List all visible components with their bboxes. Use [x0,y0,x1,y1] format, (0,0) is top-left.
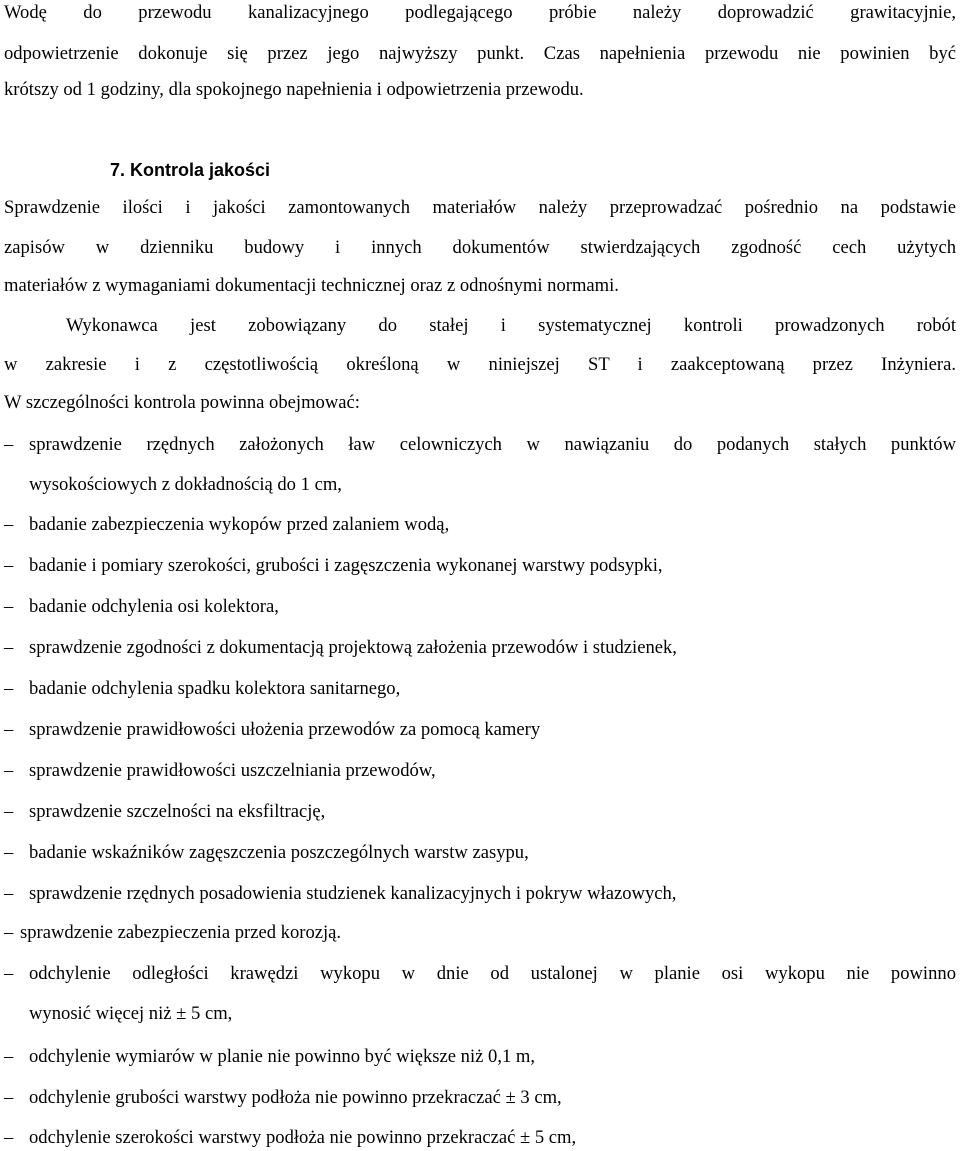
dash-bullet: – [4,434,14,455]
para1-line-3: materiałów z wymaganiami dokumentacji technicznej oraz z odnośnymi normami. [4,275,619,296]
list-item-text: sprawdzenie zgodności z dokumentacją projektową założenia przewodów i studzienek, [29,637,677,658]
list-item-text: odchylenie wymiarów w planie nie powinno być większe niż 0,1 m, [29,1046,536,1067]
dash-bullet: – [4,842,14,863]
list-item-continuation: wynosić więcej niż ± 5 cm, [29,1003,233,1024]
list-item-text: badanie zabezpieczenia wykopów przed zalaniem wodą, [29,514,450,535]
dash-bullet: – [4,922,14,943]
list-item-text: badanie odchylenia osi kolektora, [29,596,279,617]
dash-bullet: – [4,963,14,984]
list-item-text: sprawdzenie rzędnych posadowienia studzienek kanalizacyjnych i pokryw włazowych, [29,883,677,904]
list-item-text: sprawdzenie prawidłowości ułożenia przewodów za pomocą kamery [29,719,541,740]
list-item-text: sprawdzenie prawidłowości uszczelniania przewodów, [29,760,436,781]
dash-bullet: – [4,637,14,658]
list-item-text: odchylenie odległości krawędzi wykopu w dnie od ustalonej w planie osi wykopu nie powinno [29,963,956,984]
list-item-text: sprawdzenie zabezpieczenia przed korozją. [20,922,342,943]
intro-line-1: Wodę do przewodu kanalizacyjnego podlegającego próbie należy doprowadzić grawitacyjnie, [4,2,956,23]
list-item-text: odchylenie grubości warstwy podłoża nie powinno przekraczać ± 3 cm, [29,1087,562,1108]
dash-bullet: – [4,719,14,740]
para2-line-2: w zakresie i z częstotliwością określoną w niniejszej ST i zaakceptowaną przez Inżyniera. [4,354,956,375]
dash-bullet: – [4,801,14,822]
intro-line-2: odpowietrzenie dokonuje się przez jego najwyższy punkt. Czas napełnienia przewodu nie powinien być [4,43,956,64]
dash-bullet: – [4,1087,14,1108]
dash-bullet: – [4,514,14,535]
list-item-text: badanie i pomiary szerokości, grubości i zagęszczenia wykonanej warstwy podsypki, [29,555,663,576]
dash-bullet: – [4,760,14,781]
dash-bullet: – [4,1046,14,1067]
para1-line-2: zapisów w dzienniku budowy i innych dokumentów stwierdzających zgodność cech użytych [4,237,956,258]
para2-line-3: W szczególności kontrola powinna obejmować: [4,392,360,413]
list-item-text: badanie odchylenia spadku kolektora sanitarnego, [29,678,401,699]
dash-bullet: – [4,555,14,576]
list-item-text: badanie wskaźników zagęszczenia poszczególnych warstw zasypu, [29,842,529,863]
dash-bullet: – [4,1127,14,1148]
dash-bullet: – [4,678,14,699]
list-item-text: odchylenie szerokości warstwy podłoża nie powinno przekraczać ± 5 cm, [29,1127,577,1148]
list-item-continuation: wysokościowych z dokładnością do 1 cm, [29,474,342,495]
list-item-text: sprawdzenie szczelności na eksfiltrację, [29,801,326,822]
para2-line-1: Wykonawca jest zobowiązany do stałej i systematycznej kontroli prowadzonych robót [66,315,956,336]
dash-bullet: – [4,596,14,617]
dash-bullet: – [4,883,14,904]
para1-line-1: Sprawdzenie ilości i jakości zamontowanych materiałów należy przeprowadzać pośrednio na podstawie [4,197,956,218]
section-heading: 7. Kontrola jakości [110,160,271,180]
intro-line-3: krótszy od 1 godziny, dla spokojnego napełnienia i odpowietrzenia przewodu. [4,79,584,100]
list-item-text: sprawdzenie rzędnych założonych ław celowniczych w nawiązaniu do podanych stałych punktów [29,434,956,455]
